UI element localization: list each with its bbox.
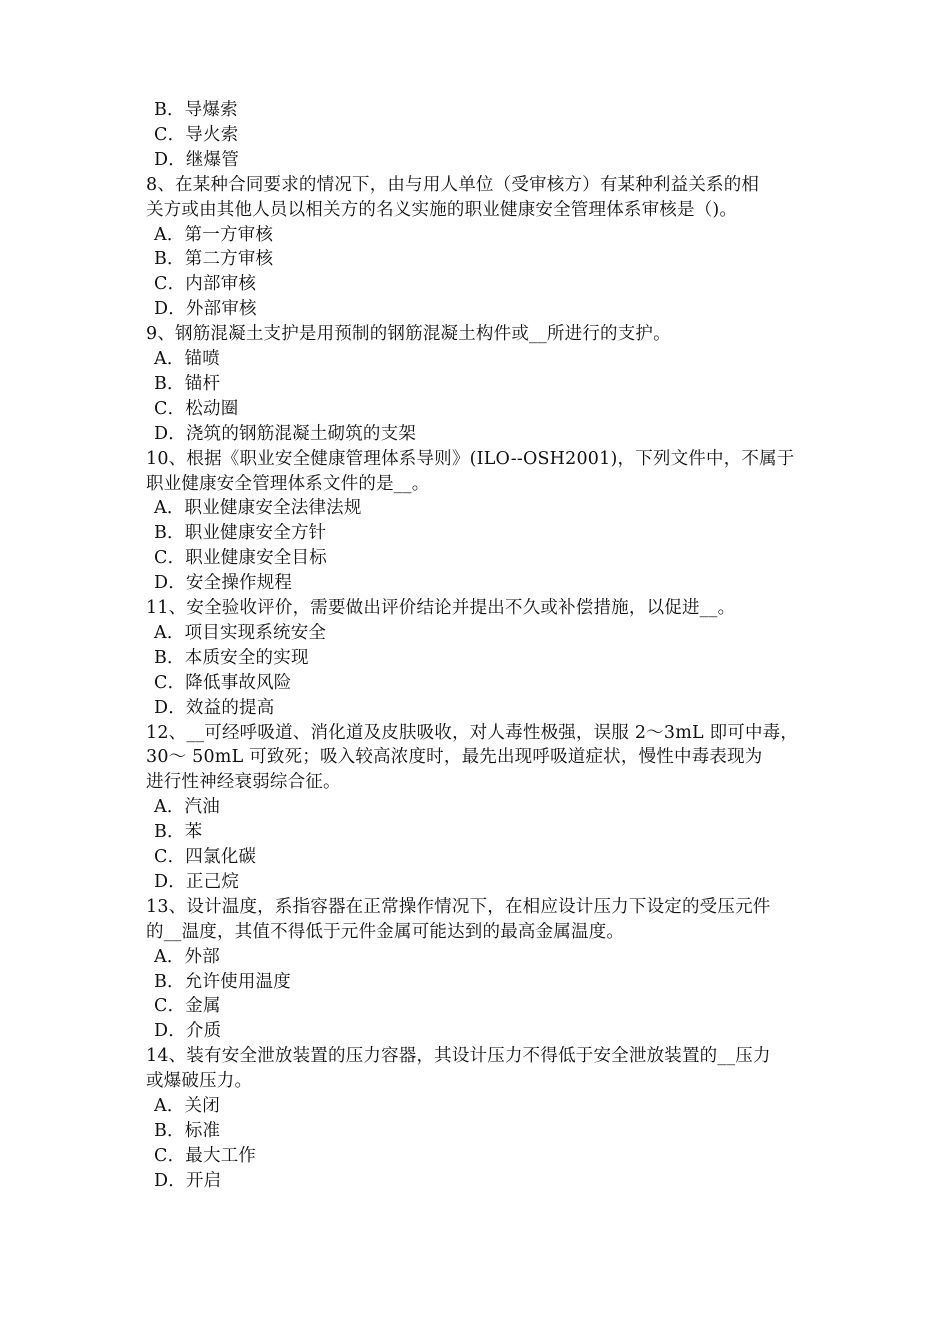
answer-option: B．锚杆 bbox=[154, 373, 221, 394]
question-text-line: 8、在某种合同要求的情况下，由与用人单位（受审核方）有某种利益关系的相 bbox=[146, 174, 760, 195]
answer-option: C．金属 bbox=[154, 996, 221, 1017]
question-text-line: 13、设计温度，系指容器在正常操作情况下，在相应设计压力下设定的受压元件 bbox=[146, 896, 771, 917]
question-text-line: 10、根据《职业安全健康管理体系导则》(ILO--OSH2001)，下列文件中，不属于 bbox=[146, 448, 795, 469]
answer-option: C．导火索 bbox=[154, 124, 239, 145]
answer-option: B．标准 bbox=[154, 1120, 221, 1141]
answer-option: A．外部 bbox=[154, 946, 220, 967]
answer-option: A．汽油 bbox=[154, 797, 220, 818]
answer-option: D．正己烷 bbox=[154, 871, 240, 892]
question-text-line: 进行性神经衰弱综合征。 bbox=[146, 772, 341, 793]
question-text-line: 的__温度，其值不得低于元件金属可能达到的最高金属温度。 bbox=[146, 921, 625, 942]
answer-option: B．苯 bbox=[154, 822, 203, 843]
answer-option: D．外部审核 bbox=[154, 299, 257, 320]
answer-option: A．项目实现系统安全 bbox=[154, 622, 327, 643]
answer-option: D．安全操作规程 bbox=[154, 573, 293, 594]
answer-option: A．第一方审核 bbox=[154, 224, 274, 245]
answer-option: C．职业健康安全目标 bbox=[154, 548, 327, 569]
question-text-line: 关方或由其他人员以相关方的名义实施的职业健康安全管理体系审核是（)。 bbox=[146, 199, 738, 220]
answer-option: B．第二方审核 bbox=[154, 249, 274, 270]
answer-option: D．浇筑的钢筋混凝土砌筑的支架 bbox=[154, 423, 417, 444]
answer-option: D．介质 bbox=[154, 1021, 222, 1042]
answer-option: A．关闭 bbox=[154, 1096, 220, 1116]
question-text-line: 9、钢筋混凝土支护是用预制的钢筋混凝土构件或__所进行的支护。 bbox=[146, 324, 671, 345]
answer-option: C．内部审核 bbox=[154, 274, 257, 295]
question-text-line: 30～ 50mL 可致死；吸入较高浓度时，最先出现呼吸道症状，慢性中毒表现为 bbox=[146, 747, 763, 768]
question-text-line: 职业健康安全管理体系文件的是__。 bbox=[146, 473, 430, 494]
answer-option: C．四氯化碳 bbox=[154, 847, 257, 867]
answer-option: B．导爆索 bbox=[154, 100, 238, 120]
answer-option: D．继爆管 bbox=[154, 149, 240, 170]
answer-option: A．职业健康安全法律法规 bbox=[154, 498, 362, 519]
question-text-line: 或爆破压力。 bbox=[146, 1071, 253, 1092]
answer-option: B．本质安全的实现 bbox=[154, 647, 309, 668]
question-text-line: 14、装有安全泄放装置的压力容器，其设计压力不得低于安全泄放装置的__压力 bbox=[146, 1046, 771, 1067]
answer-option: B．允许使用温度 bbox=[154, 971, 291, 992]
answer-option: C．最大工作 bbox=[154, 1145, 257, 1166]
answer-option: B．职业健康安全方针 bbox=[154, 523, 327, 544]
answer-option: C．降低事故风险 bbox=[154, 672, 292, 693]
answer-option: D．效益的提高 bbox=[154, 697, 275, 718]
answer-option: D．开启 bbox=[154, 1170, 222, 1191]
question-text-line: 12、__可经呼吸道、消化道及皮肤吸收，对人毒性极强，误服 2～3mL 即可中毒， bbox=[146, 722, 799, 743]
question-text-line: 11、安全验收评价，需要做出评价结论并提出不久或补偿措施，以促进__。 bbox=[146, 598, 736, 618]
answer-option: C．松动圈 bbox=[154, 398, 239, 419]
answer-option: A．锚喷 bbox=[154, 349, 220, 369]
